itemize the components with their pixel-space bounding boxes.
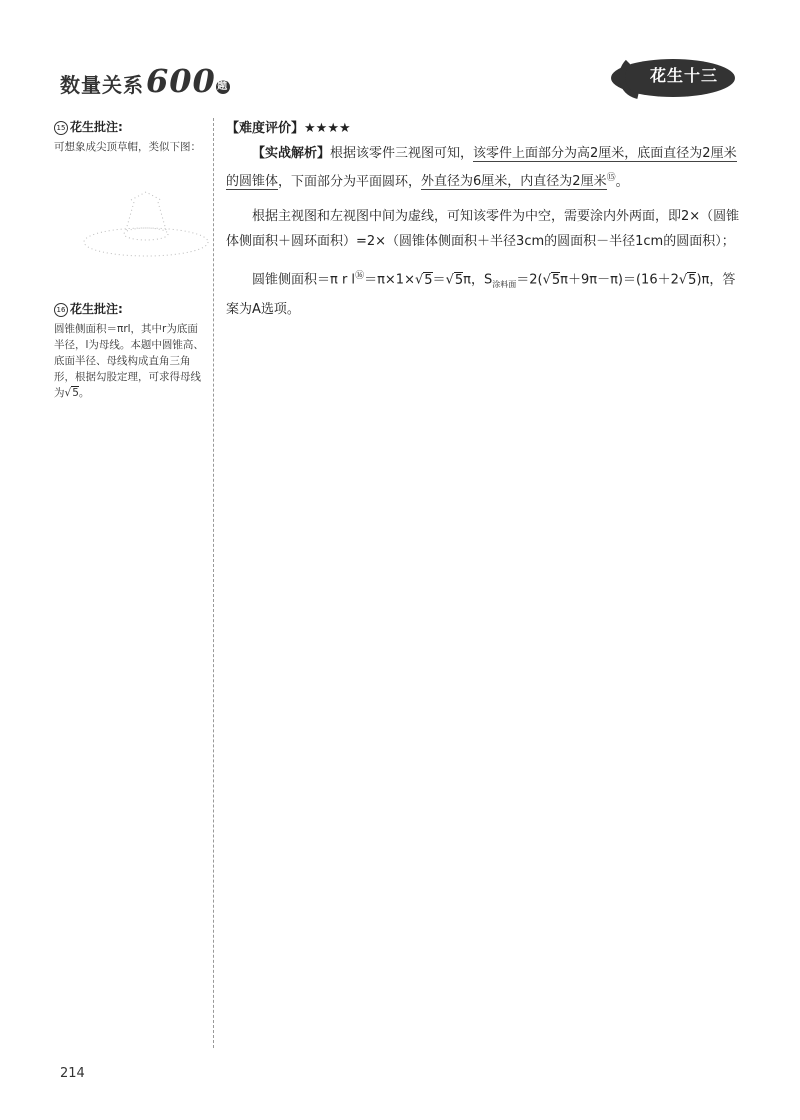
note-16-text: 圆锥侧面积＝πrl，其中r为底面半径，l为母线。本题中圆锥高、底面半径、母线构成直角三角形，根据勾股定理，可求得母线为√5。 bbox=[54, 323, 204, 399]
column-divider bbox=[213, 118, 214, 1048]
note-15 bbox=[54, 118, 204, 155]
difficulty-stars: ★★★★ bbox=[304, 121, 351, 136]
analysis-paragraph-1: 【实战解析】根据该零件三视图可知，该零件上面部分为高2厘米，底面直径为2厘米的圆锥体，下面部分为平面圆环，外直径为6厘米，内直径为2厘米⑮。 bbox=[226, 146, 737, 190]
difficulty-rating: 【难度评价】★★★★ bbox=[226, 121, 351, 136]
logo-text: 花生十三 bbox=[650, 66, 719, 85]
straw-hat-sketch-icon bbox=[76, 190, 216, 270]
analysis-paragraph-3: 圆锥侧面积＝π r l⑯＝π×1×√5＝√5π，$S_{涂料面}=2(√5\pi+9\pi-\pi)=(16+2√5)\pi$，答案为A选项。 bbox=[226, 271, 736, 318]
analysis-paragraph-2: 根据主视图和左视图中间为虚线，可知该零件为中空，需要涂内外两面，即2×（圆锥体侧面积＋圆环面积）=2×（圆锥体侧面积＋半径3cm的圆面积－半径1cm的圆面积）； bbox=[226, 209, 740, 250]
book-title bbox=[60, 62, 230, 100]
note-16-title: 16 花生批注: bbox=[54, 300, 204, 317]
note-16-number: 16 bbox=[54, 303, 68, 317]
note-15-text: 可想象成尖顶草帽，类似下图： bbox=[54, 141, 201, 153]
page-number: 214 bbox=[60, 1066, 85, 1081]
note-15-title: 15 花生批注: bbox=[54, 118, 204, 135]
note-16 bbox=[54, 300, 204, 401]
book-title-suffix: 题 bbox=[217, 80, 229, 92]
book-title-main: 数量关系 bbox=[60, 73, 144, 97]
note-15-number: 15 bbox=[54, 121, 68, 135]
main-content bbox=[226, 116, 742, 322]
book-title-number: 600 bbox=[146, 62, 216, 100]
